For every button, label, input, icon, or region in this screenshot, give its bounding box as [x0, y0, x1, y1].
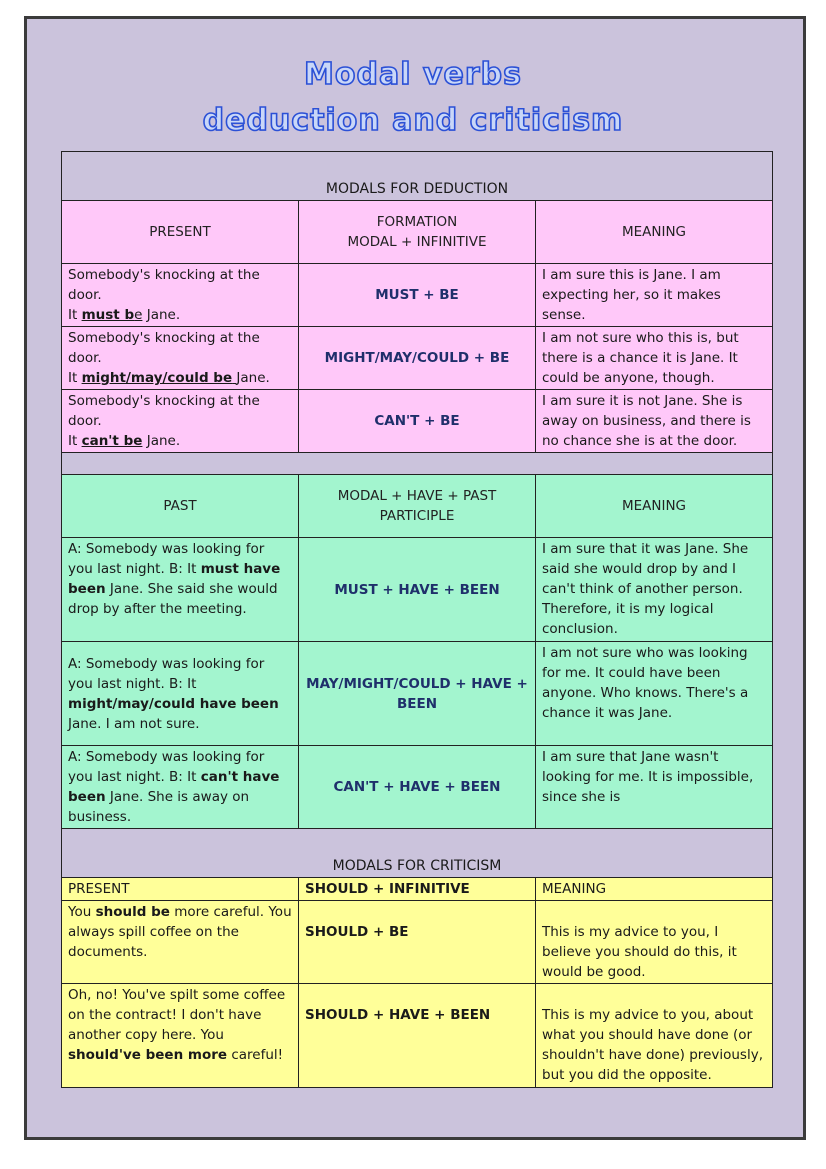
meaning-cell: I am sure this is Jane. I am expecting her, so it makes sense. — [536, 264, 773, 327]
criticism-meaning-header: MEANING — [536, 878, 773, 901]
table-row — [62, 390, 773, 453]
criticism-present-header: PRESENT — [62, 878, 299, 901]
example-rest: Jane. She is away on business. — [68, 789, 250, 825]
table-row — [62, 642, 773, 746]
example-rest: Jane. — [142, 307, 181, 323]
example-modal: must have been — [68, 561, 281, 597]
example-cell — [62, 264, 299, 327]
example-modal: might/may/could have been — [68, 695, 279, 712]
meaning-cell: I am sure that Jane wasn't looking for me. It is impossible, since she is — [536, 746, 773, 829]
formation-header — [299, 201, 536, 264]
example-modal: can't be — [81, 433, 143, 449]
example-cell — [62, 390, 299, 453]
table-row — [62, 984, 773, 1088]
formation-header-line1: FORMATION — [376, 214, 458, 230]
meaning-cell: I am sure that it was Jane. She said she would drop by and I can't think of another person. Therefore, it is my logical conclusion. — [536, 538, 773, 642]
deduction-heading: MODALS FOR DEDUCTION — [62, 152, 773, 201]
spacer-row — [62, 453, 773, 475]
example-pre: You — [68, 904, 96, 920]
example-cell — [62, 538, 299, 642]
meaning-header: MEANING — [536, 201, 773, 264]
formation-cell: MAY/MIGHT/COULD + HAVE + BEEN — [299, 642, 536, 746]
title-line-2: deduction and criticism — [202, 103, 624, 138]
formation-cell: MUST + BE — [299, 264, 536, 327]
table-row — [62, 746, 773, 829]
past-meaning-header: MEANING — [536, 475, 773, 538]
example-cell — [62, 642, 299, 746]
meaning-cell: I am sure it is not Jane. She is away on business, and there is no chance she is at the door. — [536, 390, 773, 453]
example-rest: Jane. — [142, 433, 181, 449]
table-row — [62, 264, 773, 327]
table-row — [62, 538, 773, 642]
meaning-cell: This is my advice to you, I believe you should do this, it would be good. — [536, 901, 773, 984]
title-line-1: Modal verbs — [304, 57, 522, 92]
criticism-heading: MODALS FOR CRITICISM — [62, 829, 773, 878]
formation-cell: SHOULD + HAVE + BEEN — [299, 984, 536, 1088]
example-rest: careful! — [227, 1047, 284, 1063]
example-dialogue: A: Somebody was looking for you last night. B: It — [68, 541, 265, 577]
example-modal: should've been more — [68, 1047, 228, 1063]
criticism-formation-header: SHOULD + INFINITIVE — [299, 878, 536, 901]
meaning-cell: I am not sure who was looking for me. It could have been anyone. Who knows. There's a chance it was Jane. — [536, 642, 773, 746]
example-modal: should be — [95, 904, 170, 920]
example-rest: more careful. You always spill coffee on the documents. — [68, 904, 292, 960]
formation-cell: SHOULD + BE — [299, 901, 536, 984]
example-modal: must b — [81, 307, 135, 323]
example-it: It — [68, 370, 82, 386]
formation-cell: MIGHT/MAY/COULD + BE — [299, 327, 536, 390]
formation-header-line2: MODAL + INFINITIVE — [347, 234, 487, 250]
past-header: PAST — [62, 475, 299, 538]
example-rest: Jane. I am not sure. — [68, 715, 200, 732]
example-it: It — [68, 307, 82, 323]
example-modal: might/may/could be — [81, 370, 233, 386]
example-underline: e — [134, 307, 143, 323]
formation-cell: CAN'T + BE — [299, 390, 536, 453]
example-pre: Oh, no! You've spilt some coffee on the contract! I don't have another copy here. You — [68, 987, 286, 1043]
worksheet-title — [0, 52, 826, 144]
example-it: It — [68, 433, 82, 449]
formation-cell: MUST + HAVE + BEEN — [299, 538, 536, 642]
example-dialogue: A: Somebody was looking for you last night. B: It — [68, 655, 265, 692]
table-row — [62, 327, 773, 390]
example-situation: Somebody's knocking at the door. — [68, 267, 260, 303]
table-row — [62, 901, 773, 984]
example-cell — [62, 984, 299, 1088]
example-situation: Somebody's knocking at the door. — [68, 330, 260, 366]
meaning-cell: I am not sure who this is, but there is a chance it is Jane. It could be anyone, though. — [536, 327, 773, 390]
example-cell — [62, 746, 299, 829]
example-rest: Jane. She said she would drop by after the meeting. — [68, 581, 278, 617]
example-rest: Jane. — [236, 370, 270, 386]
modals-table — [61, 151, 773, 1088]
example-situation: Somebody's knocking at the door. — [68, 393, 260, 429]
example-cell — [62, 901, 299, 984]
example-dialogue: A: Somebody was looking for you last night. B: It — [68, 749, 265, 785]
past-formation-header: MODAL + HAVE + PAST PARTICIPLE — [299, 475, 536, 538]
present-header: PRESENT — [62, 201, 299, 264]
example-modal: can't have been — [68, 769, 280, 805]
example-cell — [62, 327, 299, 390]
meaning-cell: This is my advice to you, about what you should have done (or shouldn't have done) previously, but you did the opposite. — [536, 984, 773, 1088]
formation-cell: CAN'T + HAVE + BEEN — [299, 746, 536, 829]
